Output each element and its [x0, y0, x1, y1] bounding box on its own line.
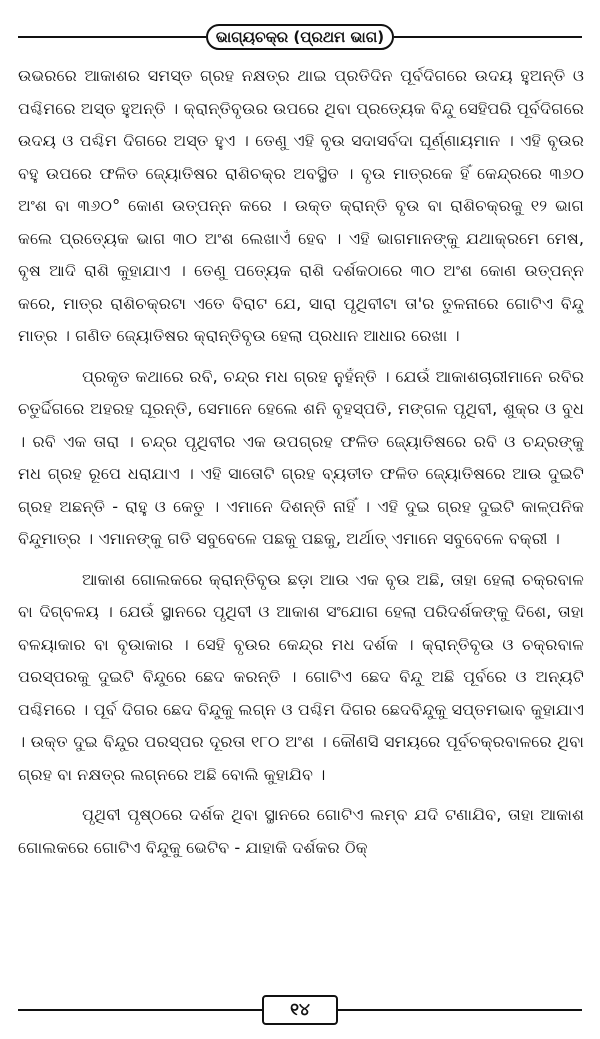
paragraph-4: ପୃଥିବୀ ପୃଷ୍ଠରେ ଦର୍ଶକ ଥିବା ସ୍ଥାନରେ ଗୋଟିଏ ଲମ୍ବ ଯଦି ଟଣାଯିବ, ତାହା ଆକାଶ ଗୋଲକରେ ଗୋଟିଏ ବିନ୍ଦୁକୁ ଭେଟିବ - ଯାହାକି ଦର୍ଶକର ଠିକ୍ [18, 805, 584, 857]
footer-rule-right [338, 1009, 582, 1011]
paragraph-3: ଆକାଶ ଗୋଲକରେ କ୍ରାନ୍ତିବୃଉ ଛଡ଼ା ଆଉ ଏକ ବୃଉ ଅଛି, ତାହା ହେଲା ଚକ୍ରବାଳ ବା ଦିଗ୍‌ବଳୟ । ଯେଉଁ ସ୍ଥାନରେ ପୃଥିବୀ ଓ ଆକାଶ ସଂଯୋଗ ହେଲା ପରିଦର୍ଶକଙ୍କୁ ଦିଶେ, ତାହା ବଳୟାକାର ବା ବୃଉାକାର । ସେହି ବୃଉର କେନ୍ଦ୍ର ମଧ ଦର୍ଶକ । କ୍ରାନ୍ତିବୃଉ ଓ ଚକ୍ରବାଳ ପରସ୍ପରକୁ ଦୁଇଟି ବିନ୍ଦୁରେ ଛେଦ କରନ୍ତି । ଗୋଟିଏ ଛେଦ ବିନ୍ଦୁ ଅଛି ପୂର୍ବରେ ଓ ଅନ୍ୟଟି ପଶ୍ଚିମରେ । ପୂର୍ବ ଦିଗର ଛେଦ ବିନ୍ଦୁକୁ ଲଗ୍ନ ଓ ପଶ୍ଚିମ ଦିଗର ଛେଦବିନ୍ଦୁକୁ ସପ୍ତମଭାବ କୁହାଯାଏ । ଉକ୍ତ ଦୁଇ ବିନ୍ଦୁର ପରସ୍ପର ଦୂରତା ୧୮୦ ଅଂଶ । କୌଣସି ସମୟରେ ପୂର୍ବଚକ୍ରବାଳରେ ଥିବା ଗ୍ରହ ବା ନକ୍ଷତ୍ର ଲଗ୍ନରେ ଅଛି ବୋଲି କୁହାଯିବ । [18, 569, 584, 784]
footer-rule-left [18, 1009, 262, 1011]
paragraph-2: ପ୍ରକୃତ କଥାରେ ରବି, ଚନ୍ଦ୍ର ମଧ ଗ୍ରହ ନୁହଁନ୍ତି । ଯେଉଁ ଆକାଶଚାରୀମାନେ ରବିର ଚତୁର୍ଦ୍ଦିଗରେ ଅହରହ ଘୂରନ୍ତି, ସେମାନେ ହେଲେ ଶନି ବୃହସ୍ପତି, ମଙ୍ଗଳ ପୃଥିବୀ, ଶୁକ୍ର ଓ ବୁଧ । ରବି ଏକ ତାରା । ଚନ୍ଦ୍ର ପୃଥିବୀର ଏକ ଉପଗ୍ରହ ଫଳିତ ଜ୍ୟୋତିଷରେ ରବି ଓ ଚନ୍ଦ୍ରଙ୍କୁ ମଧ ଗ୍ରହ ରୂପେ ଧରାଯାଏ । ଏହି ସାତୋଟି ଗ୍ରହ ବ୍ୟତୀତ ଫଳିତ ଜ୍ୟୋତିଷରେ ଆଉ ଦୁଇଟି ଗ୍ରହ ଅଛନ୍ତି - ରାହୁ ଓ କେତୁ । ଏମାନେ ଦିଶନ୍ତି ନାହିଁ । ଏହି ଦୁଇ ଗ୍ରହ ଦୁଇଟି କାଳ୍ପନିକ ବିନ୍ଦୁମାତ୍ର । ଏମାନଙ୍କୁ ଗତି ସବୁବେଳେ ପଛକୁ ପଛକୁ, ଅର୍ଥାତ୍ ଏମାନେ ସବୁବେଳେ ବକ୍ରୀ । [18, 366, 584, 548]
page-number: ୧୪ [262, 995, 338, 1025]
book-title: ଭାଗ୍ୟଚକ୍ର (ପ୍ରଥମ ଭାଗ) [206, 24, 394, 50]
header-rule-right [394, 36, 582, 38]
running-header [18, 22, 582, 52]
paragraph-1: ଉଭରରେ ଆକାଶର ସମସ୍ତ ଗ୍ରହ ନକ୍ଷତ୍ର ଥାଇ ପ୍ରତିଦିନ ପୂର୍ବଦିଗରେ ଉଦୟ ହୁଅନ୍ତି ଓ ପଶ୍ଚିମରେ ଅସ୍ତ ହୁଅନ୍ତି । କ୍ରାନ୍ତିବୃଉର ଉପରେ ଥିବା ପ୍ରତ୍ୟେକ ବିନ୍ଦୁ ସେହିପରି ପୂର୍ବଦିଗରେ ଉଦୟ ଓ ପଶ୍ଚିମ ଦିଗରେ ଅସ୍ତ ହୁଏ । ତେଣୁ ଏହି ବୃଉ ସଦାସର୍ବଦା ଘୂର୍ଣ୍ଣାୟମାନ । ଏହି ବୃଉର ବହୁ ଉପରେ ଫଳିତ ଜ୍ୟୋତିଷର ରାଶିଚକ୍ର ଅବସ୍ଥିତ । ବୃଉ ମାତ୍ରକେ ହିଁ କେନ୍ଦ୍ରରେ ୩୬୦ ଅଂଶ ବା ୩୬୦° କୋଣ ଉତ୍ପନ୍ନ କରେ । ଉକ୍ତ କ୍ରାନ୍ତି ବୃଉ ବା ରାଶିଚକ୍ରକୁ ୧୨ ଭାଗ କଲେ ପ୍ରତ୍ୟେକ ଭାଗ ୩୦ ଅଂଶ ଲେଖାଏଁ ହେବ । ଏହି ଭାଗମାନଙ୍କୁ ଯଥାକ୍ରମେ ମେଷ, ବୃଷ ଆଦି ରାଶି କୁହାଯାଏ । ତେଣୁ ପତ୍ୟେକ ରାଶି ଦର୍ଶକଠାରେ ୩୦ ଅଂଶ କୋଣ ଉତ୍ପନ୍ନ କରେ, ମାତ୍ର ରାଶିଚକ୍ରଟା ଏତେ ବିରାଟ ଯେ, ସାରା ପୃଥିବୀଟା ତା'ର ତୁଳନାରେ ଗୋଟିଏ ବିନ୍ଦୁ ମାତ୍ର । ଗଣିତ ଜ୍ୟୋତିଷର କ୍ରାନ୍ତିବୃଉ ହେଲା ପ୍ରଧାନ ଆଧାର ରେଖା । [18, 66, 584, 345]
header-rule-left [18, 36, 206, 38]
page-body [18, 60, 584, 965]
page-footer [18, 995, 582, 1025]
